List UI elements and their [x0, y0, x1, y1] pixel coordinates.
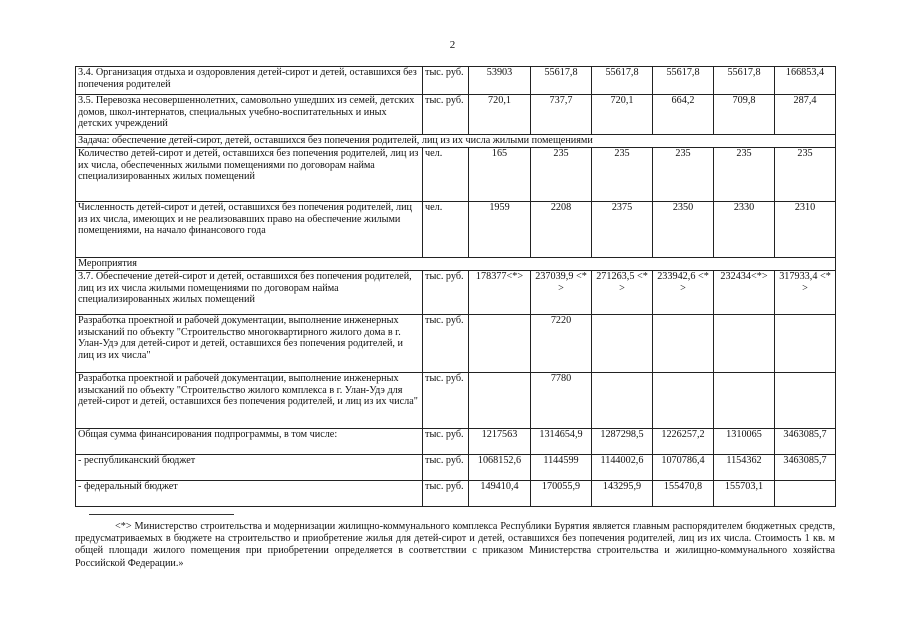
value-cell	[469, 373, 531, 429]
value-cell: 737,7	[531, 95, 592, 135]
value-cell: 235	[775, 148, 836, 202]
indicator-name-cell: 3.4. Организация отдыха и оздоровления детей-сирот и детей, оставшихся без попечения родителей	[76, 67, 423, 95]
table-row	[76, 315, 836, 373]
table-row	[76, 455, 836, 481]
unit-cell: тыс. руб.	[423, 95, 469, 135]
section-header-cell: Задача: обеспечение детей-сирот, детей, оставшихся без попечения родителей, лиц из их числа жилыми помещениями	[76, 135, 836, 148]
value-cell: 1217563	[469, 429, 531, 455]
table-row	[76, 373, 836, 429]
value-cell: 2208	[531, 202, 592, 258]
section-header-row	[76, 135, 836, 148]
value-cell: 235	[653, 148, 714, 202]
value-cell: 287,4	[775, 95, 836, 135]
value-cell: 1070786,4	[653, 455, 714, 481]
section-header-cell: Мероприятия	[76, 258, 836, 271]
indicator-name-cell: - федеральный бюджет	[76, 481, 423, 507]
value-cell: 233942,6 <*>	[653, 271, 714, 315]
value-cell: 2310	[775, 202, 836, 258]
value-cell: 165	[469, 148, 531, 202]
funding-table	[75, 66, 836, 507]
unit-cell: тыс. руб.	[423, 373, 469, 429]
value-cell: 143295,9	[592, 481, 653, 507]
value-cell	[775, 481, 836, 507]
table-body	[76, 67, 836, 507]
value-cell: 1310065	[714, 429, 775, 455]
value-cell	[592, 315, 653, 373]
indicator-name-cell: Количество детей-сирот и детей, оставшихся без попечения родителей, лиц из их числа, обеспеченных жилыми помещениями по договорам найма специализированных жилых помещений	[76, 148, 423, 202]
value-cell: 3463085,7	[775, 455, 836, 481]
value-cell: 235	[714, 148, 775, 202]
table-row	[76, 271, 836, 315]
indicator-name-cell: Общая сумма финансирования подпрограммы, в том числе:	[76, 429, 423, 455]
table-row	[76, 95, 836, 135]
indicator-name-cell: Численность детей-сирот и детей, оставшихся без попечения родителей, лиц из их числа, имеющих и не реализовавших право на обеспечение жилыми помещениями, на начало финансового года	[76, 202, 423, 258]
value-cell: 178377<*>	[469, 271, 531, 315]
value-cell: 155470,8	[653, 481, 714, 507]
value-cell: 235	[531, 148, 592, 202]
value-cell: 232434<*>	[714, 271, 775, 315]
value-cell: 1068152,6	[469, 455, 531, 481]
unit-cell: тыс. руб.	[423, 455, 469, 481]
value-cell: 7220	[531, 315, 592, 373]
value-cell: 271263,5 <*>	[592, 271, 653, 315]
table-row	[76, 67, 836, 95]
unit-cell: тыс. руб.	[423, 67, 469, 95]
unit-cell: тыс. руб.	[423, 315, 469, 373]
unit-cell: тыс. руб.	[423, 271, 469, 315]
indicator-name-cell: Разработка проектной и рабочей документации, выполнение инженерных изысканий по объекту "Строительство многоквартирного жилого дома в г. Улан-Удэ для детей-сирот и детей, оставшихся без попечения родителей, и лиц из их числа"	[76, 315, 423, 373]
value-cell: 1287298,5	[592, 429, 653, 455]
unit-cell: тыс. руб.	[423, 429, 469, 455]
value-cell	[714, 315, 775, 373]
footnote: <*> Министерство строительства и модернизации жилищно-коммунального комплекса Республики Бурятия является главным распорядителем бюджетных средств, предусматриваемых в бюджете на строительство и приобретение жилья для детей-сирот и детей, оставшихся без попечения родителей, лиц из их числа. Стоимость 1 кв. м общей площади жилого помещения при приобретении определяется в соответствии с приказом Министерства строительства и жилищно-коммунального хозяйства Российской Федерации.»	[75, 521, 835, 569]
value-cell: 1144002,6	[592, 455, 653, 481]
value-cell	[592, 373, 653, 429]
value-cell: 170055,9	[531, 481, 592, 507]
unit-cell: чел.	[423, 202, 469, 258]
value-cell: 155703,1	[714, 481, 775, 507]
indicator-name-cell: - республиканский бюджет	[76, 455, 423, 481]
value-cell: 55617,8	[592, 67, 653, 95]
value-cell: 1314654,9	[531, 429, 592, 455]
value-cell: 1144599	[531, 455, 592, 481]
value-cell: 55617,8	[531, 67, 592, 95]
table-row	[76, 481, 836, 507]
value-cell	[775, 315, 836, 373]
value-cell: 166853,4	[775, 67, 836, 95]
value-cell: 55617,8	[714, 67, 775, 95]
value-cell	[714, 373, 775, 429]
value-cell: 1154362	[714, 455, 775, 481]
value-cell	[653, 315, 714, 373]
value-cell: 7780	[531, 373, 592, 429]
value-cell	[469, 315, 531, 373]
value-cell: 1226257,2	[653, 429, 714, 455]
value-cell: 53903	[469, 67, 531, 95]
page-number: 2	[449, 39, 456, 51]
value-cell: 237039,9 <*>	[531, 271, 592, 315]
value-cell: 55617,8	[653, 67, 714, 95]
value-cell: 2330	[714, 202, 775, 258]
value-cell: 664,2	[653, 95, 714, 135]
value-cell: 3463085,7	[775, 429, 836, 455]
table-row	[76, 429, 836, 455]
value-cell: 317933,4 <*>	[775, 271, 836, 315]
table-row	[76, 202, 836, 258]
unit-cell: чел.	[423, 148, 469, 202]
value-cell: 709,8	[714, 95, 775, 135]
value-cell	[653, 373, 714, 429]
indicator-name-cell: Разработка проектной и рабочей документации, выполнение инженерных изысканий по объекту "Строительство жилого комплекса в г. Улан-Удэ для детей-сирот и детей, оставшихся без попечения родителей, и лиц из их числа"	[76, 373, 423, 429]
section-header-row	[76, 258, 836, 271]
value-cell: 2375	[592, 202, 653, 258]
unit-cell: тыс. руб.	[423, 481, 469, 507]
value-cell	[775, 373, 836, 429]
footnote-separator	[89, 514, 234, 515]
value-cell: 235	[592, 148, 653, 202]
value-cell: 720,1	[469, 95, 531, 135]
value-cell: 149410,4	[469, 481, 531, 507]
indicator-name-cell: 3.5. Перевозка несовершеннолетних, самовольно ушедших из семей, детских домов, школ-интернатов, специальных учебно-воспитательных и иных детских учреждений	[76, 95, 423, 135]
value-cell: 720,1	[592, 95, 653, 135]
value-cell: 2350	[653, 202, 714, 258]
value-cell: 1959	[469, 202, 531, 258]
indicator-name-cell: 3.7. Обеспечение детей-сирот и детей, оставшихся без попечения родителей, лиц из их числа жилыми помещениями по договорам найма специализированных жилых помещений	[76, 271, 423, 315]
table-row	[76, 148, 836, 202]
